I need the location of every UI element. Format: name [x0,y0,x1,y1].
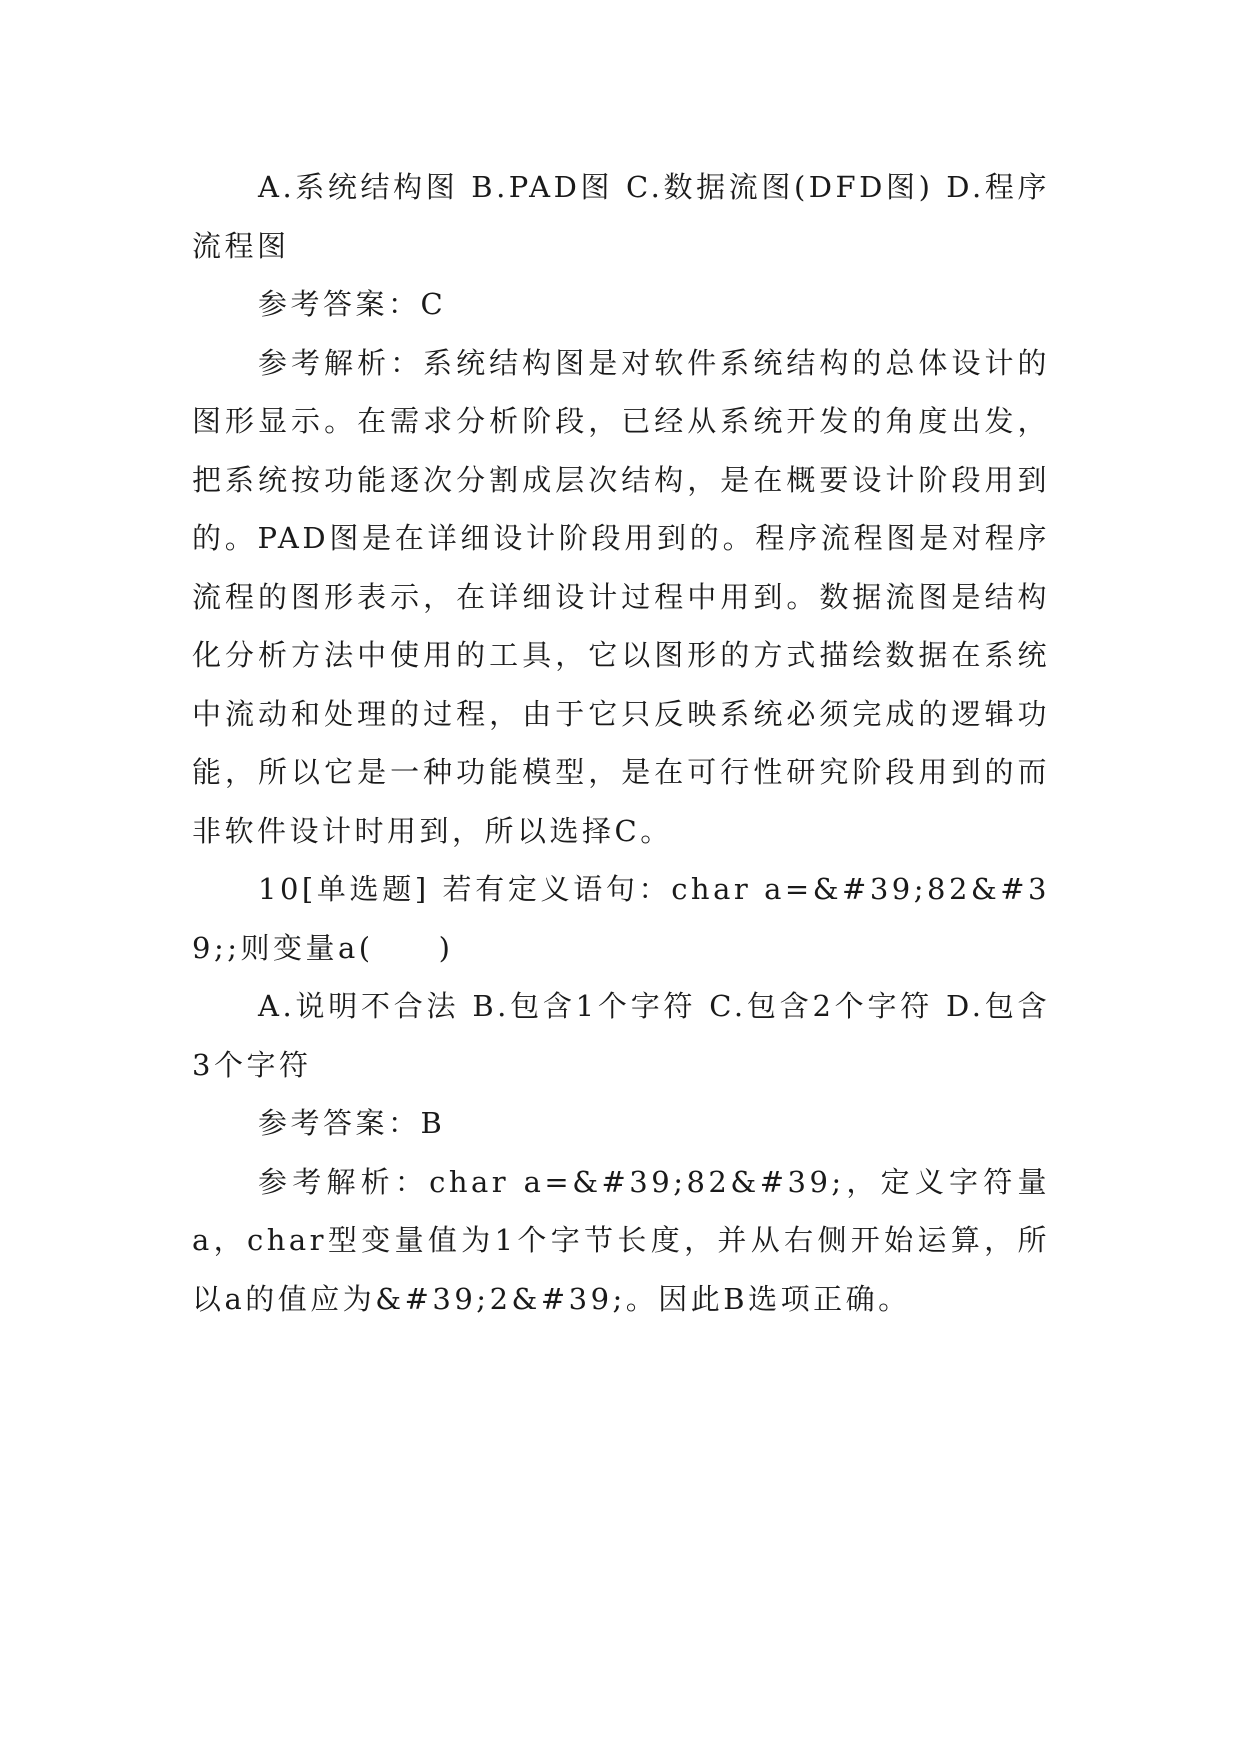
question-10-answer: 参考答案：B [258,1106,446,1140]
question-9-options: A.系统结构图 B.PAD图 C.数据流图(DFD图) D.程序流程图 [192,170,1050,263]
question-10-stem: 10[单选题] 若有定义语句：char a=&#39;82&#39;;则变量a( ) [192,872,1050,965]
question-10-options: A.说明不合法 B.包含1个字符 C.包含2个字符 D.包含3个字符 [192,989,1050,1082]
question-9-explanation: 参考解析：系统结构图是对软件系统结构的总体设计的图形显示。在需求分析阶段，已经从系统开发的角度出发，把系统按功能逐次分割成层次结构，是在概要设计阶段用到的。PAD图是在详细设计阶段用到的。程序流程图是对程序流程的图形表示，在详细设计过程中用到。数据流图是结构化分析方法中使用的工具，它以图形的方式描绘数据在系统中流动和处理的过程，由于它只反映系统必须完成的逻辑功能，所以它是一种功能模型，是在可行性研究阶段用到的而非软件设计时用到，所以选择C。 [192,345,1050,848]
question-9-answer: 参考答案：C [258,287,447,321]
document-page [192,158,1050,1328]
question-10-explanation: 参考解析：char a=&#39;82&#39;，定义字符量a，char型变量值为1个字节长度，并从右侧开始运算，所以a的值应为&#39;2&#39;。因此B选项正确。 [192,1164,1050,1316]
